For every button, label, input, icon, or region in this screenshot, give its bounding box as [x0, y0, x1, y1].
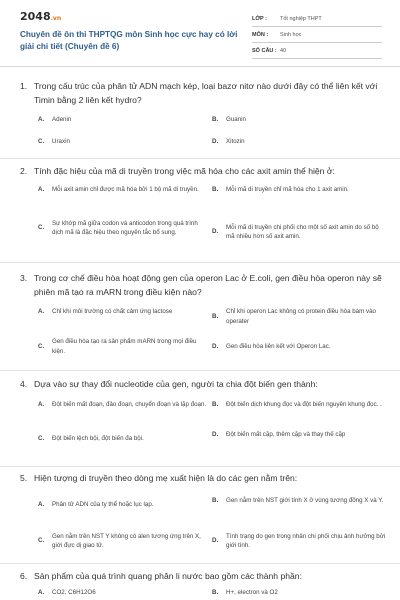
question-separator: [0, 158, 400, 159]
option-letter: C.: [38, 434, 45, 442]
meta-row-count: [252, 43, 382, 59]
option-letter: A.: [38, 400, 45, 408]
option-letter: A.: [38, 185, 45, 193]
option-a[interactable]: [38, 185, 208, 195]
option-text: Chỉ khi operon Lac không có protein điều hòa bám vào operater: [226, 308, 376, 325]
option-a[interactable]: [38, 400, 208, 410]
option-letter: B.: [212, 116, 219, 123]
option-text: Uraxin: [52, 138, 70, 145]
option-letter: C.: [38, 342, 45, 350]
header-divider: [0, 66, 400, 67]
question-text: Trong cơ chế điều hòa hoạt động gen của operon Lac ở E.coli, gen điều hòa operon này sẽ phiên mã tạo ra mARN trong điều kiện nào?: [34, 273, 382, 297]
meta-row-class: [252, 11, 382, 27]
option-text: Gen điều hòa liên kết với Operon Lac.: [226, 343, 331, 350]
meta-key: MÔN :: [252, 31, 269, 38]
question-separator: [0, 466, 400, 467]
question-text: Tính đặc hiệu của mã di truyền trong việc mã hóa cho các axit amin thể hiện ở:: [34, 166, 335, 176]
option-d[interactable]: [212, 532, 388, 551]
logo-suffix: .vn: [50, 15, 62, 22]
option-d[interactable]: [212, 137, 388, 147]
option-text: Mỗi mã di truyền chi phối cho một số axit amin do số bộ mã nhiều hơn số axit amin.: [226, 223, 379, 240]
meta-key: LỚP :: [252, 15, 267, 22]
option-letter: B.: [212, 400, 219, 408]
question-text: Hiện tượng di truyền theo dòng mẹ xuất hiện là do các gen nằm trên:: [34, 473, 298, 483]
option-letter: B.: [212, 496, 219, 504]
option-letter: A.: [38, 308, 45, 315]
option-text: Gen nằm trên NST giới tính X ở vùng tương đồng X và Y.: [226, 496, 384, 504]
option-letter: D.: [212, 138, 219, 145]
option-text: Guanin: [226, 116, 246, 123]
meta-row-subject: [252, 27, 382, 43]
option-text: Gen nằm trên NST Y không có alen tương ứng trên X, giới đực dị giao tử.: [52, 532, 201, 549]
option-text: Chỉ khi môi trường có chất cảm ứng lactose: [52, 308, 173, 315]
option-text: Adenin: [52, 116, 72, 123]
option-letter: D.: [212, 228, 219, 236]
question-4: [20, 378, 388, 442]
option-text: Mỗi axit amin chỉ được mã hóa bởi 1 bộ mã di truyền.: [52, 185, 199, 193]
option-letter: C.: [38, 224, 45, 232]
option-c[interactable]: [38, 337, 208, 356]
option-text: Đột biến mất cặp, thêm cặp và thay thế cặp: [226, 430, 346, 438]
question-6: [20, 570, 388, 596]
option-text: CO2, C6H12O6: [52, 588, 96, 596]
question-number: 3.: [20, 273, 28, 283]
question-number: 1.: [20, 81, 28, 91]
option-letter: B.: [212, 185, 219, 193]
option-text: Đột biến mất đoạn, đảo đoạn, chuyển đoạn và lặp đoạn.: [52, 400, 207, 408]
option-letter: D.: [212, 537, 219, 545]
option-c[interactable]: [38, 219, 208, 238]
option-b[interactable]: [212, 400, 388, 410]
option-letter: B.: [212, 312, 219, 320]
option-a[interactable]: [38, 307, 208, 317]
option-letter: D.: [212, 430, 219, 438]
option-letter: A.: [38, 588, 45, 596]
meta-value: Tốt nghiệp THPT: [280, 15, 322, 22]
question-number: 2.: [20, 166, 28, 176]
option-text: Phân tử ADN của ty thể hoặc lục lạp.: [52, 500, 154, 508]
question-separator: [0, 563, 400, 564]
question-number: 5.: [20, 473, 28, 483]
question-separator: [0, 262, 400, 263]
option-text: Sự khớp mã giữa codon và anticodon trong quá trình dịch mã là đặc hiệu theo nguyên tắc bổ sung.: [52, 219, 198, 236]
option-letter: D.: [212, 343, 219, 350]
option-text: H+, electron và O2: [226, 588, 278, 596]
option-b[interactable]: [212, 307, 388, 326]
option-c[interactable]: [38, 532, 208, 551]
question-text: Sản phẩm của quá trình quang phân li nước bao gồm các thành phần:: [34, 571, 302, 581]
meta-value: 40: [280, 47, 287, 54]
option-b[interactable]: [212, 496, 388, 506]
question-3: [20, 272, 388, 355]
option-d[interactable]: [212, 223, 388, 242]
option-text: Gen điều hòa tạo ra sản phẩm mARN trong mọi điều kiện.: [52, 338, 197, 355]
option-letter: C.: [38, 138, 45, 145]
meta-key: SỐ CÂU :: [252, 47, 277, 54]
option-a[interactable]: [38, 115, 208, 125]
option-text: Xitozin: [226, 138, 245, 145]
option-b[interactable]: [212, 115, 388, 125]
logo-text: 2048: [20, 10, 51, 23]
question-text: Trong cấu trúc của phân tử ADN mạch kép, loại bazơ nitơ nào dưới đây có thể liên kết với Timin bằng 2 liên kết hydro?: [34, 81, 378, 105]
option-letter: A.: [38, 116, 45, 123]
option-text: Đột biến lệch bội, đột biến đa bội.: [52, 434, 144, 442]
option-d[interactable]: [212, 430, 388, 440]
option-text: Tính trạng do gen trong nhân chi phối chịu ảnh hưởng bởi giới tính.: [226, 532, 386, 549]
option-b[interactable]: [212, 588, 388, 598]
option-text: Đột biến dịch khung đọc và đột biến nguyên khung đọc. .: [226, 400, 382, 408]
question-number: 4.: [20, 379, 28, 389]
option-c[interactable]: [38, 137, 208, 147]
question-1: [20, 80, 388, 145]
option-b[interactable]: [212, 185, 388, 195]
option-text: Mỗi mã di truyền chỉ mã hóa cho 1 axit amin.: [226, 185, 349, 193]
option-a[interactable]: [38, 500, 208, 510]
option-letter: A.: [38, 500, 45, 508]
option-letter: B.: [212, 588, 219, 596]
meta-value: Sinh học: [280, 31, 302, 38]
option-d[interactable]: [212, 342, 388, 352]
question-separator: [0, 370, 400, 371]
question-text: Dựa vào sự thay đổi nucleotide của gen, người ta chia đột biến gen thành:: [34, 379, 318, 389]
option-a[interactable]: [38, 588, 208, 598]
question-2: [20, 165, 388, 240]
question-number: 6.: [20, 571, 28, 581]
option-c[interactable]: [38, 434, 208, 444]
option-letter: C.: [38, 537, 45, 545]
question-5: [20, 472, 388, 549]
document-title: Chuyên đề ôn thi THPTQG môn Sinh học cực hay có lời giải chi tiết (Chuyên đề 6): [20, 30, 238, 51]
metadata-table: [252, 11, 382, 59]
